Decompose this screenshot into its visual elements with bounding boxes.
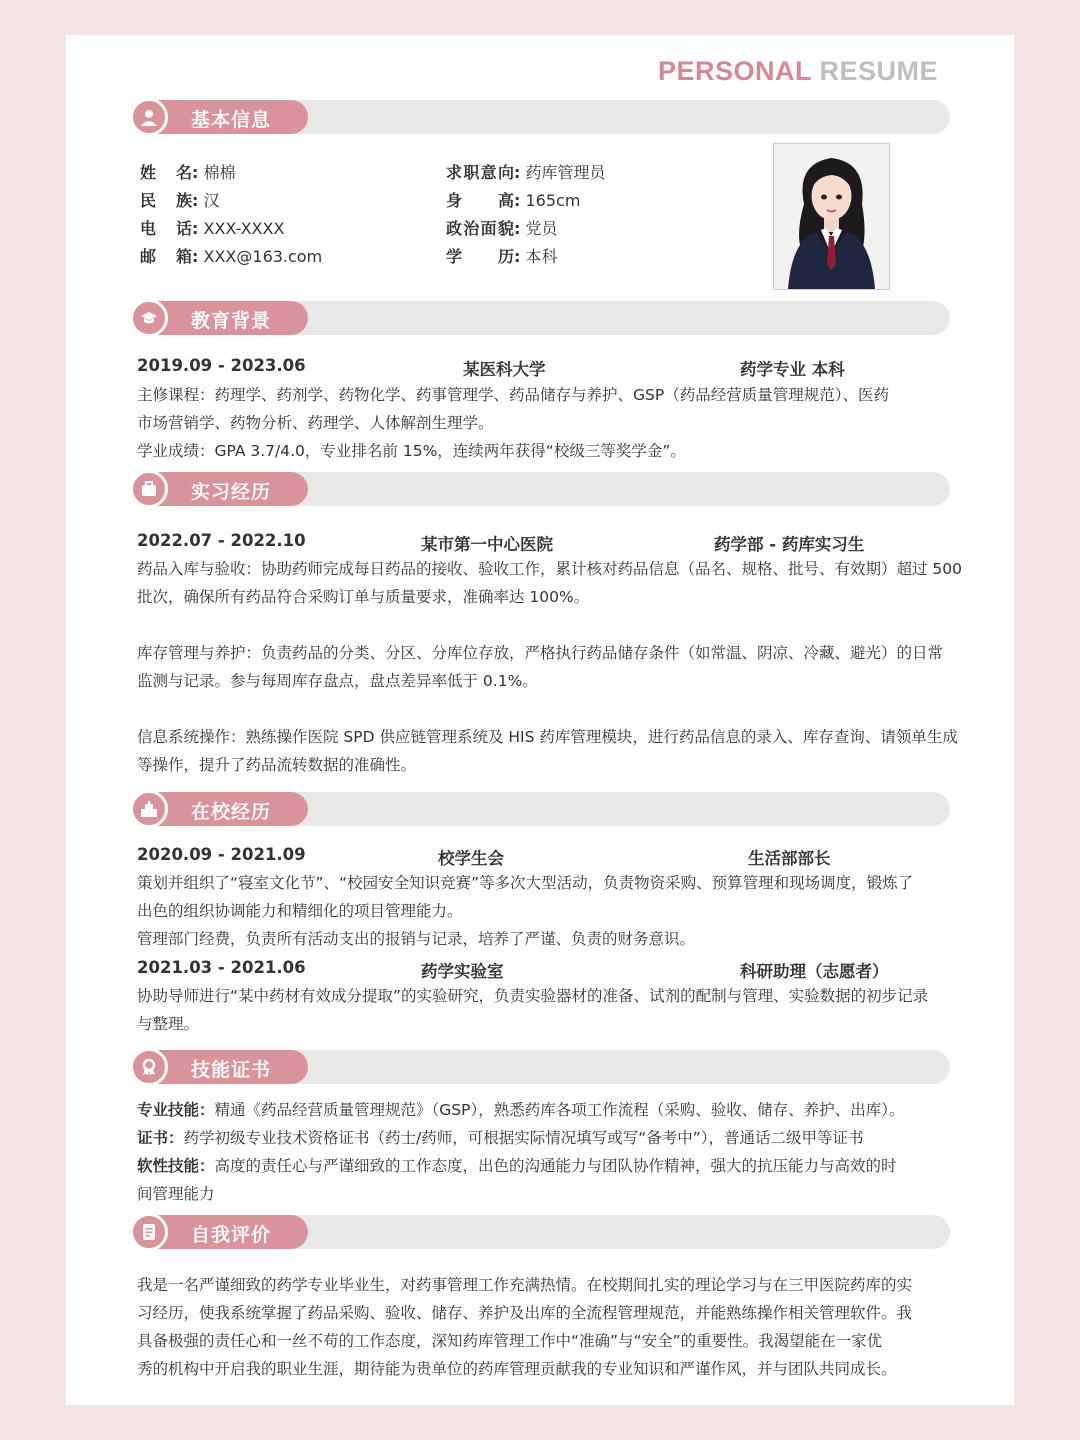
campus-1-org: 校学生会 [438,849,504,868]
section-header-basic: 基本信息 [130,98,950,136]
internship-date: 2022.07 - 2022.10 [137,531,306,550]
campus-1-date: 2020.09 - 2021.09 [137,845,306,864]
campus-2-details: 协助导师进行“某中药材有效成分提取”的实验研究，负责实验器材的准备、试剂的配制与管理、实验数据的初步记录 与整理。 [137,987,929,1033]
skills-details: 专业技能：精通《药品经营质量管理规范》（GSP），熟悉药库各项工作流程（采购、验收、储存、养护、出库）。 证书：药学初级专业技术资格证书（药士/药师，可根据实际情况填写或写“备考中”），普通话二级甲等证书 软性技能：高度的责任心与严谨细致的工作态度，出色的沟通能力与团队协作精神，强大的抗压能力与高效的时 间管理能力 [137,1096,975,1208]
building-icon [130,790,168,828]
internship-details: 药品入库与验收：协助药师完成每日药品的接收、验收工作，累计核对药品信息（品名、规格、批号、有效期）超过 500 批次，确保所有药品符合采购订单与质量要求，准确率达 100%。 库存管理与养护：负责药品的分类、分区、分库位存放，严格执行药品储存条件（如常温、阴凉、冷藏、避光）的日常 监测与记录。参与每周库存盘点，盘点差异率低于 0.1%。 信息系统操作：熟练操作医院 SPD 供应链管理系统及 HIS 药库管理模块，进行药品信息的录入、库存查询、请领单生成 等操作，提升了药品流转数据的准确性。 [137,560,963,774]
section-header-education: 教育背景 [130,299,950,337]
section-header-campus: 在校经历 [130,790,950,828]
campus-1-role: 生活部部长 [748,849,831,868]
section-header-internship: 实习经历 [130,470,950,508]
section-header-self-eval: 自我评价 [130,1213,950,1251]
skill-soft: 软性技能：高度的责任心与严谨细致的工作态度，出色的沟通能力与团队协作精神，强大的抗压能力与高效的时 [137,1157,897,1175]
campus-2-date: 2021.03 - 2021.06 [137,958,306,977]
skill-professional: 专业技能：精通《药品经营质量管理规范》（GSP），熟悉药库各项工作流程（采购、验收、储存、养护、出库）。 [137,1101,905,1119]
document-icon [130,1213,168,1251]
internship-org: 某市第一中心医院 [421,535,553,554]
info-height: 身高: 165cm [446,191,581,210]
internship-role: 药学部 - 药库实习生 [714,535,865,554]
info-political: 政治面貌: 党员 [446,219,558,238]
info-name: 姓名: 棉棉 [140,163,236,182]
info-phone: 电话: XXX-XXXX [140,219,285,238]
graduation-cap-icon [130,299,168,337]
skill-certificate: 证书：药学初级专业技术资格证书（药士/药师，可根据实际情况填写或写“备考中”），普通话二级甲等证书 [137,1129,864,1147]
campus-1-details: 策划并组织了“寝室文化节”、“校园安全知识竞赛”等多次大型活动，负责物资采购、预算管理和现场调度，锻炼了 出色的组织协调能力和精细化的项目管理能力。 管理部门经费，负责所有活动支出的报销与记录，培养了严谨、负责的财务意识。 [137,874,914,948]
education-details: 主修课程：药理学、药剂学、药物化学、药事管理学、药品储存与养护、GSP（药品经营质量管理规范）、医药 市场营销学、药物分析、药理学、人体解剖生理学。 学业成绩：GPA 3.7/4.0，专业排名前 15%，连续两年获得“校级三等奖学金”。 [137,386,889,460]
info-email: 邮箱: XXX@163.com [140,247,323,266]
education-school: 某医科大学 [463,360,546,379]
campus-2-org: 药学实验室 [421,962,504,981]
info-job: 求职意向: 药库管理员 [446,163,606,182]
campus-2-role: 科研助理（志愿者） [740,962,889,981]
profile-photo [773,143,890,290]
person-icon [130,98,168,136]
info-degree: 学历: 本科 [446,247,558,266]
award-icon [130,1048,168,1086]
education-major: 药学专业 本科 [740,360,845,379]
briefcase-icon [130,470,168,508]
education-date: 2019.09 - 2023.06 [137,356,306,375]
self-eval-text: 我是一名严谨细致的药学专业毕业生，对药事管理工作充满热情。在校期间扎实的理论学习与在三甲医院药库的实 习经历，使我系统掌握了药品采购、验收、储存、养护及出库的全流程管理规范，并能熟练操作相关管理软件。我 具备极强的责任心和一丝不苟的工作态度，深知药库管理工作中“准确”与“安全”的重要性。我渴望能在一家优 秀的机构中开启我的职业生涯，期待能为贵单位的药库管理贡献我的专业知识和严谨作风，并与团队共同成长。 [137,1276,913,1378]
section-header-skills: 技能证书 [130,1048,950,1086]
info-ethnicity: 民族: 汉 [140,191,220,210]
resume-title: PERSONAL RESUME [657,56,938,86]
